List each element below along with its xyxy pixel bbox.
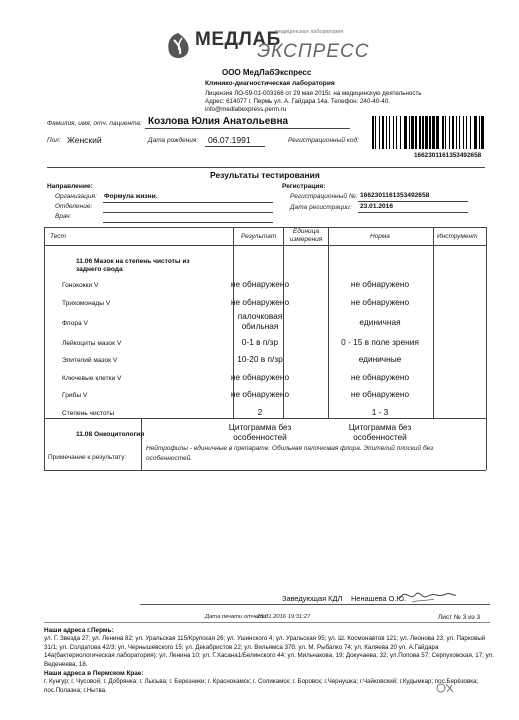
test-name: Эпителий мазок V bbox=[62, 357, 118, 364]
brand-name-2: ЭКСПРЕСС bbox=[257, 41, 370, 62]
test-result: не обнаружено bbox=[230, 297, 290, 307]
test-norm: единичная bbox=[359, 317, 401, 327]
barcode-bar bbox=[429, 116, 431, 149]
barcode-bar bbox=[470, 116, 471, 149]
onco-result: Цитограмма без особенностей bbox=[228, 422, 292, 442]
signature bbox=[398, 584, 458, 606]
test-norm: 1 - 3 bbox=[371, 407, 389, 417]
barcode-bar bbox=[445, 116, 446, 149]
lab-address: Адрес: 614077 г. Пермь ул. А. Гайдара 14а. Телефон: 240-40-40. bbox=[205, 98, 390, 105]
brand-name: МЕДЛАБ bbox=[195, 29, 281, 50]
krai-addresses: г. Кунгур; г. Чусовой; г. Добрянка; г. Лысьва; г. Березники; г. Краснокамск; г. Соликамск; г. Боровск; г.Чернушка; г.Чайковский; г.Кудымкар; пос.Берёзовка; пос.Полазна; г.Нытва. bbox=[44, 678, 479, 694]
sex-label: Пол: bbox=[47, 137, 61, 144]
test-name: Степень чистоты bbox=[62, 410, 115, 417]
test-norm: не обнаружено bbox=[350, 389, 410, 399]
barcode-bar bbox=[432, 116, 435, 149]
dob-label: Дата рождения: bbox=[148, 137, 199, 144]
lab-type: Клинико-диагностическая лаборатория bbox=[205, 80, 335, 87]
medlab-emblem-icon bbox=[165, 32, 191, 60]
barcode-bar bbox=[452, 116, 454, 149]
barcode-bar bbox=[456, 116, 457, 149]
barcode-bar bbox=[436, 116, 439, 149]
patient-name: Козлова Юлия Анатольевна bbox=[148, 116, 289, 127]
test-name: Гонококки V bbox=[62, 282, 99, 289]
head-name: Ненашева О.Ю. bbox=[351, 594, 407, 603]
test-name: Трихомонады V bbox=[62, 300, 111, 307]
reg-num: 1662301161353492658 bbox=[360, 192, 430, 199]
barcode-bar bbox=[375, 116, 376, 149]
barcode-bar bbox=[372, 116, 374, 149]
barcode-bar bbox=[442, 116, 444, 149]
fio-label: Фамилия, имя, отч. пациента: bbox=[47, 120, 142, 127]
patient-dob: 06.07.1991 bbox=[208, 135, 251, 145]
barcode-bar bbox=[449, 116, 450, 149]
corner-mark bbox=[435, 680, 455, 696]
col-unit: Единица измерения bbox=[289, 228, 323, 243]
onco-norm: Цитограмма без особенностей bbox=[348, 422, 412, 442]
patient-sex: Женский bbox=[67, 135, 102, 145]
registration-title: Регистрация: bbox=[282, 183, 326, 190]
reg-code-label: Регистрационный код: bbox=[288, 137, 359, 144]
head-label: Заведующая КДЛ bbox=[282, 594, 343, 603]
test-result: 2 bbox=[257, 407, 263, 417]
test-name: Грибы V bbox=[62, 392, 88, 399]
barcode-bar bbox=[459, 116, 460, 149]
barcode-bar bbox=[409, 116, 410, 149]
perm-addresses-title: Наши адреса г.Пермь: bbox=[44, 627, 114, 634]
barcode-bar bbox=[422, 116, 424, 149]
col-test: Тест bbox=[50, 233, 66, 240]
barcode-bar bbox=[389, 116, 390, 149]
barcode-bar bbox=[479, 116, 480, 149]
barcode-bar bbox=[419, 116, 421, 149]
perm-addresses: ул. Г. Звезда 27; ул. Ленина 82; ул. Уральская 115/Крупская 26; ул. Ушинского 4; ул. Уральская 95; ул. Ш. Космонавтов 121; ул. Леонова 23; ул. Парковый 31/1; ул. Солдатова 42/3; ул. Чернышевского 15; ул. Декабристов 22; ул. Вильямса 37б; ул. М. Рыбалко 74; ул. Каляева 20 ул. А.Гайдара 14а(бактериологическая лаборатория); ул. Ленина 10; ул. Г.Хасана1/Белинского 44; ул. Мильчакова, 19; Докучаева, 32; ул.Попова 57; Серпуховская, 17; ул. Веденеева, 18. bbox=[44, 635, 494, 668]
barcode-bar bbox=[425, 116, 428, 149]
barcode-bar bbox=[404, 116, 407, 149]
barcode-bar bbox=[386, 116, 387, 149]
test-name: Ключевые клетки V bbox=[62, 375, 122, 382]
test-norm: 0 - 15 в поле зрения bbox=[341, 337, 419, 347]
dept-label: Отделение: bbox=[55, 203, 93, 210]
note-text: Нейтрофилы - единичные в препарате. Обильная палочковая флора. Эпителий плоский без особенностей. bbox=[146, 445, 434, 462]
test-result: 10-20 в п/зр bbox=[237, 354, 283, 364]
test-norm: единичные bbox=[358, 354, 402, 364]
test-result: палочковая обильная bbox=[237, 311, 283, 331]
barcode-bar bbox=[393, 116, 394, 149]
direction-title: Направление: bbox=[47, 183, 93, 190]
brand-tagline: медицинская лаборатория bbox=[275, 29, 344, 35]
barcode-bar bbox=[463, 116, 464, 149]
barcode-bars bbox=[372, 116, 484, 149]
test-name: Лейкоциты мазок V bbox=[62, 340, 122, 347]
barcode-number: 1662301161353492658 bbox=[414, 152, 482, 159]
barcode-bar bbox=[382, 116, 384, 149]
test-result: 0-1 в п/зр bbox=[241, 337, 279, 347]
section-title: 11.06 Мазок на степень чистоты из заднего свода bbox=[76, 258, 190, 273]
barcode-bar bbox=[415, 116, 417, 149]
print-date-label: Дата печати отчета: bbox=[205, 614, 268, 620]
barcode-bar bbox=[474, 116, 477, 149]
barcode-bar bbox=[411, 116, 414, 149]
barcode-bar bbox=[400, 116, 401, 149]
license: Лицензия ЛО-59-01-003166 от 29 мая 2015г. на медицинскую деятельность bbox=[205, 90, 422, 97]
org-label: Организация: bbox=[55, 193, 97, 200]
doctor-label: Врач: bbox=[55, 213, 72, 220]
brand-logo bbox=[165, 28, 370, 70]
lab-email: info@medlabexpress.perm.ru bbox=[205, 106, 287, 113]
barcode-bar bbox=[379, 116, 380, 149]
krai-addresses-title: Наши адреса в Пермском Крае: bbox=[44, 670, 144, 677]
test-result: не обнаружено bbox=[230, 372, 290, 382]
barcode-bar bbox=[396, 116, 397, 149]
note-label: Примечание к результату: bbox=[48, 454, 127, 461]
col-result: Результат bbox=[241, 233, 277, 240]
barcode-bar bbox=[466, 116, 467, 149]
reg-date: 23.01.2016 bbox=[360, 203, 394, 210]
results-title: Результаты тестирования bbox=[210, 170, 320, 180]
test-name: Флора V bbox=[62, 320, 88, 327]
test-norm: не обнаружено bbox=[350, 297, 410, 307]
referring-org: Формула жизни. bbox=[104, 193, 158, 200]
col-instrument: Инструмент bbox=[437, 233, 478, 240]
onco-name: 11.08 Онкоцитология bbox=[76, 431, 145, 438]
col-norm: Норма bbox=[370, 233, 390, 240]
barcode-bar bbox=[481, 116, 484, 149]
page-number: Лист № 3 из 3 bbox=[438, 614, 481, 621]
reg-num-label: Регистрационный №: bbox=[290, 193, 358, 200]
test-result: не обнаружено bbox=[230, 389, 290, 399]
print-date: 23.01.2016 19:31:27 bbox=[257, 614, 311, 620]
barcode bbox=[370, 116, 486, 150]
test-result: не обнаружено bbox=[230, 279, 290, 289]
test-norm: не обнаружено bbox=[350, 372, 410, 382]
reg-date-label: Дата регистрации: bbox=[290, 204, 352, 211]
org-name: ООО МедЛабЭкспресс bbox=[222, 68, 312, 77]
test-norm: не обнаружено bbox=[350, 279, 410, 289]
